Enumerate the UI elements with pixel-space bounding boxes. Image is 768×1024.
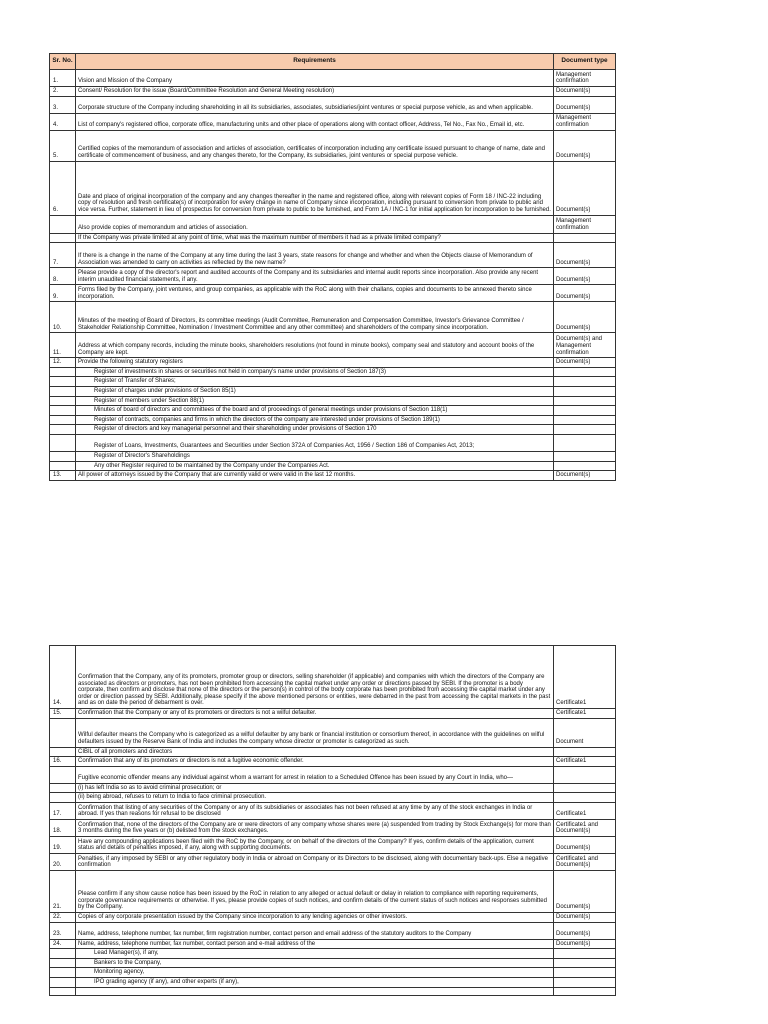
sr-no-cell: 10. bbox=[50, 302, 76, 333]
requirement-cell: Lead Manager(s), if any, bbox=[76, 949, 554, 959]
sr-no-cell: 22. bbox=[50, 912, 76, 922]
requirement-cell: Register of Loans, Investments, Guarantees and Securities under Section 372A of Companies Act, 1956 / Section 186 of Companies Act, 2013; bbox=[76, 434, 554, 451]
table-row bbox=[50, 747, 616, 757]
sr-no-cell: 12. bbox=[50, 358, 76, 368]
sr-no-cell: 19. bbox=[50, 836, 76, 853]
requirement-cell: Corporate structure of the Company including shareholding in all its subsidiaries, associates, subsidiaries/joint ventures or special purpose vehicle, as and when applicable. bbox=[76, 96, 554, 113]
document-type-cell bbox=[554, 461, 616, 471]
sr-no-header: Sr. No. bbox=[50, 54, 76, 70]
sr-no-cell bbox=[50, 406, 76, 416]
document-type-cell bbox=[554, 451, 616, 461]
document-type-cell bbox=[554, 977, 616, 987]
sr-no-cell: 24. bbox=[50, 939, 76, 949]
table-row bbox=[50, 425, 616, 435]
document-type-header: Document type bbox=[554, 54, 616, 70]
sr-no-cell bbox=[50, 987, 76, 995]
requirement-cell: Name, address, telephone number, fax number, firm registration number, contact person and email address of the statutory auditors to the Company bbox=[76, 922, 554, 939]
sr-no-cell bbox=[50, 461, 76, 471]
requirement-cell: Register of Transfer of Shares; bbox=[76, 377, 554, 387]
requirement-cell: (ii) being abroad, refuses to return to India to face criminal prosecution. bbox=[76, 793, 554, 803]
sr-no-cell: 6. bbox=[50, 161, 76, 215]
document-type-cell: Certificate1 bbox=[554, 802, 616, 819]
document-type-cell: Management confirmation bbox=[554, 215, 616, 233]
table-row bbox=[50, 386, 616, 396]
requirement-cell: Confirmation that listing of any securities of the Company or any of its subsidiaries or associates has not been refused at any time by any of the stock exchanges in India or abroad. If yes than reasons for refusal to be disclosed bbox=[76, 802, 554, 819]
table-1-body bbox=[50, 70, 616, 481]
requirement-cell: Minutes of board of directors and committees of the board and of proceedings of general meetings under provisions of Section 118(1) bbox=[76, 406, 554, 416]
requirement-cell bbox=[76, 987, 554, 995]
document-type-cell: Certificate1 bbox=[554, 757, 616, 767]
requirement-cell: List of company's registered office, corporate office, manufacturing units and other place of operations along with contact officer, Address, Tel No., Fax No., Email id, etc. bbox=[76, 113, 554, 130]
table-row bbox=[50, 434, 616, 451]
sr-no-cell: 16. bbox=[50, 757, 76, 767]
sr-no-cell: 23. bbox=[50, 922, 76, 939]
document-type-cell: Document(s) bbox=[554, 358, 616, 368]
sr-no-cell: 18. bbox=[50, 819, 76, 836]
document-type-cell: Document(s) bbox=[554, 471, 616, 481]
table-row bbox=[50, 461, 616, 471]
sr-no-cell bbox=[50, 233, 76, 243]
table-row bbox=[50, 853, 616, 870]
document-type-cell: Document(s) bbox=[554, 912, 616, 922]
sr-no-cell: 2. bbox=[50, 87, 76, 97]
requirement-cell: Confirmation that the Company or any of its promoters or directors is not a wilful defaulter. bbox=[76, 709, 554, 719]
requirement-cell: Also provide copies of memorandum and articles of association. bbox=[76, 215, 554, 233]
sr-no-cell: 14. bbox=[50, 646, 76, 709]
document-type-cell bbox=[554, 958, 616, 968]
requirement-cell: Penalties, if any imposed by SEBI or any other regulatory body in India or abroad on Company or its Directors to be disclosed, along with documentary back-ups. Else a negative confirmation bbox=[76, 853, 554, 870]
document-type-cell bbox=[554, 434, 616, 451]
document-type-cell bbox=[554, 396, 616, 406]
requirement-cell: Address at which company records, including the minute books, shareholders resolutions (not found in minute books), company seal and statutory and account books of the Company are kept. bbox=[76, 333, 554, 358]
document-type-cell: Management confirmation bbox=[554, 113, 616, 130]
document-type-cell: Document(s) bbox=[554, 130, 616, 161]
requirement-cell: Please confirm if any show cause notice has been issued by the RoC in relation to any alleged or actual default or delay in relation to compliance with reporting requirements, corporate governance requirements or otherwise. If yes, please provide copies of such notices, and confirm details of the current status of such notices and responses submitted by the Company. bbox=[76, 870, 554, 912]
requirements-header: Requirements bbox=[76, 54, 554, 70]
requirement-cell: Bankers to the Company, bbox=[76, 958, 554, 968]
table-row bbox=[50, 96, 616, 113]
sr-no-cell bbox=[50, 386, 76, 396]
sr-no-cell bbox=[50, 793, 76, 803]
document-type-cell: Certificate1 and Document(s) bbox=[554, 853, 616, 870]
sr-no-cell bbox=[50, 766, 76, 783]
document-type-cell bbox=[554, 783, 616, 793]
sr-no-cell bbox=[50, 367, 76, 377]
requirement-cell: IPO grading agency (if any), and other experts (if any), bbox=[76, 977, 554, 987]
document-type-cell: Document(s) bbox=[554, 161, 616, 215]
sr-no-cell bbox=[50, 215, 76, 233]
sr-no-cell: 13. bbox=[50, 471, 76, 481]
sr-no-cell: 8. bbox=[50, 268, 76, 285]
document-type-cell bbox=[554, 793, 616, 803]
document-type-cell: Management confirmation bbox=[554, 70, 616, 87]
requirement-cell: Minutes of the meeting of Board of Directors, its committee meetings (Audit Committee, Remuneration and Compensation Committee, Investor's Grievance Committee / Stakeholder Relationship Committee, Nomination / Investment Committee and any other committee) and shareholders of the company since incorporation. bbox=[76, 302, 554, 333]
table-row bbox=[50, 939, 616, 949]
requirement-cell: (i) has left India so as to avoid criminal prosecution; or bbox=[76, 783, 554, 793]
table-row bbox=[50, 161, 616, 215]
table-row bbox=[50, 70, 616, 87]
document-type-cell bbox=[554, 406, 616, 416]
requirements-table-2 bbox=[49, 645, 616, 996]
table-row bbox=[50, 958, 616, 968]
sr-no-cell bbox=[50, 425, 76, 435]
document-type-cell: Document(s) bbox=[554, 268, 616, 285]
requirement-cell: Wilful defaulter means the Company who is categorized as a wilful defaulter by any bank or financial institution or consortium thereof, in accordance with the guidelines on wilful defaulters issued by the Reserve Bank of India and includes the company whose director or promoter is categorized as such. bbox=[76, 718, 554, 747]
requirement-cell: Provide the following statutory registers bbox=[76, 358, 554, 368]
table-row bbox=[50, 396, 616, 406]
table-row bbox=[50, 406, 616, 416]
requirement-cell: Consent/ Resolution for the issue (Board/Committee Resolution and General Meeting resolution) bbox=[76, 87, 554, 97]
requirement-cell: Date and place of original incorporation of the company and any changes thereafter in the name and registered office, along with relevant copies of Form 18 / INC-22 including copy of resolution and fresh certificate(s) of incorporation for every change in name of Company since incorporation, including pursuant to conversion from private to public and vice versa. Further, statement in lieu of prospectus for conversion from private to public to be furnished, and Form 1A / INC-1 for initial application for incorporation to be furnished. bbox=[76, 161, 554, 215]
requirement-cell: Fugitive economic offender means any individual against whom a warrant for arrest in relation to a Scheduled Offence has been issued by any Court in India, who— bbox=[76, 766, 554, 783]
table-row bbox=[50, 415, 616, 425]
document-type-cell: Document(s) bbox=[554, 939, 616, 949]
table-row bbox=[50, 870, 616, 912]
requirement-cell: Register of investments in shares or securities not held in company's name under provisions of Section 187(3) bbox=[76, 367, 554, 377]
table-row bbox=[50, 968, 616, 978]
sr-no-cell: 5. bbox=[50, 130, 76, 161]
sr-no-cell: 7. bbox=[50, 243, 76, 268]
table-row bbox=[50, 766, 616, 783]
sr-no-cell: 17. bbox=[50, 802, 76, 819]
document-type-cell: Certificate1 and Document(s) bbox=[554, 819, 616, 836]
document-type-cell bbox=[554, 766, 616, 783]
table-row bbox=[50, 285, 616, 302]
sr-no-cell bbox=[50, 377, 76, 387]
document-type-cell: Document(s) bbox=[554, 87, 616, 97]
requirement-cell: Register of members under Section 88(1) bbox=[76, 396, 554, 406]
document-type-cell: Document(s) bbox=[554, 285, 616, 302]
table-row bbox=[50, 949, 616, 959]
table-row bbox=[50, 113, 616, 130]
requirement-cell: Certified copies of the memorandum of association and articles of association, certificates of incorporation including any certificate issued pursuant to change of name, date and certificate of commencement of business, and any changes thereto, for the Company, its subsidiaries, joint ventures or special purpose vehicle. bbox=[76, 130, 554, 161]
requirement-cell: Register of charges under provisions of Section 85(1) bbox=[76, 386, 554, 396]
sr-no-cell: 11. bbox=[50, 333, 76, 358]
document-type-cell: Document(s) bbox=[554, 922, 616, 939]
requirement-cell: If there is a change in the name of the Company at any time during the last 3 years, state reasons for change and whether and when the Objects clause of Memorandum of Association was amended to carry on activities as reflected by the new name? bbox=[76, 243, 554, 268]
document-type-cell bbox=[554, 386, 616, 396]
table-row bbox=[50, 757, 616, 767]
requirement-cell: Copies of any corporate presentation issued by the Company since incorporation to any lending agencies or other investors. bbox=[76, 912, 554, 922]
table-header-row bbox=[50, 54, 616, 70]
table-row bbox=[50, 718, 616, 747]
document-type-cell: Document bbox=[554, 718, 616, 747]
table-row bbox=[50, 302, 616, 333]
document-type-cell bbox=[554, 415, 616, 425]
document-type-cell bbox=[554, 425, 616, 435]
document-type-cell bbox=[554, 949, 616, 959]
requirement-cell: Monitoring agency, bbox=[76, 968, 554, 978]
table-row bbox=[50, 87, 616, 97]
table-row bbox=[50, 987, 616, 995]
sr-no-cell: 1. bbox=[50, 70, 76, 87]
sr-no-cell bbox=[50, 968, 76, 978]
table-row bbox=[50, 783, 616, 793]
table-row bbox=[50, 130, 616, 161]
document-type-cell: Certificate1 bbox=[554, 709, 616, 719]
requirement-cell: Confirmation that the Company, any of its promoters, promoter group or directors, selling shareholder (if applicable) and companies with which the directors of the Company are associated as directors or promoters, has not been prohibited from accessing the capital market under any order or directions passed by SEBI. If the promoter is a body corporate, then confirm and disclose that none of the directors or the person(s) in control of the body corporate has been prohibited from accessing the capital market under any order or direction passed by SEBI. Additionally, please specify if the above mentioned persons or entities, were debarred in the past from accessing the capital markets in the past and as on date the period of debarment is over. bbox=[76, 646, 554, 709]
sr-no-cell bbox=[50, 396, 76, 406]
table-row bbox=[50, 709, 616, 719]
table-row bbox=[50, 268, 616, 285]
requirement-cell: Forms filed by the Company, joint ventures, and group companies, as applicable with the RoC along with their challans, copies and documents to be annexed thereto since incorporation. bbox=[76, 285, 554, 302]
sr-no-cell: 21. bbox=[50, 870, 76, 912]
document-type-cell: Document(s) bbox=[554, 870, 616, 912]
table-row bbox=[50, 802, 616, 819]
requirement-cell: Register of Director's Shareholdings bbox=[76, 451, 554, 461]
document-type-cell bbox=[554, 968, 616, 978]
document-type-cell: Certificate1 bbox=[554, 646, 616, 709]
table-row bbox=[50, 793, 616, 803]
table-row bbox=[50, 377, 616, 387]
requirement-cell: If the Company was private limited at any point of time, what was the maximum number of members it had as a private limited company? bbox=[76, 233, 554, 243]
sr-no-cell bbox=[50, 415, 76, 425]
table-row bbox=[50, 912, 616, 922]
table-row bbox=[50, 451, 616, 461]
document-type-cell: Document(s) bbox=[554, 302, 616, 333]
table-row bbox=[50, 243, 616, 268]
document-type-cell bbox=[554, 747, 616, 757]
sr-no-cell: 3. bbox=[50, 96, 76, 113]
sr-no-cell bbox=[50, 949, 76, 959]
document-type-cell bbox=[554, 233, 616, 243]
table-row bbox=[50, 333, 616, 358]
requirement-cell: Confirmation that any of its promoters or directors is not a fugitive economic offender. bbox=[76, 757, 554, 767]
sr-no-cell: 9. bbox=[50, 285, 76, 302]
table-row bbox=[50, 922, 616, 939]
sr-no-cell bbox=[50, 451, 76, 461]
sr-no-cell bbox=[50, 783, 76, 793]
table-row bbox=[50, 646, 616, 709]
table-row bbox=[50, 358, 616, 368]
sr-no-cell: 20. bbox=[50, 853, 76, 870]
table-row bbox=[50, 977, 616, 987]
requirement-cell: Please provide a copy of the director's report and audited accounts of the Company and its subsidiaries and internal audit reports since incorporation. Also provide any recent interim unaudited financial statements, if any. bbox=[76, 268, 554, 285]
sr-no-cell bbox=[50, 747, 76, 757]
document-type-cell bbox=[554, 987, 616, 995]
sr-no-cell: 4. bbox=[50, 113, 76, 130]
requirement-cell: Have any compounding applications been filed with the RoC by the Company, or on behalf of the directors of the Company? If yes, confirm details of the application, current status and details of penalties imposed, if any, along with supporting documents. bbox=[76, 836, 554, 853]
table-2-body bbox=[50, 646, 616, 996]
requirement-cell: Register of directors and key managerial personnel and their shareholding under provisions of Section 170 bbox=[76, 425, 554, 435]
sr-no-cell: 15. bbox=[50, 709, 76, 719]
document-type-cell: Document(s) bbox=[554, 836, 616, 853]
document-type-cell: Document(s) bbox=[554, 96, 616, 113]
table-row bbox=[50, 819, 616, 836]
document-type-cell: Document(s) and Management confirmation bbox=[554, 333, 616, 358]
table-row bbox=[50, 233, 616, 243]
requirement-cell: Name, address, telephone number, fax number, contact person and e-mail address of the bbox=[76, 939, 554, 949]
requirement-cell: Any other Register required to be maintained by the Company under the Companies Act. bbox=[76, 461, 554, 471]
sr-no-cell bbox=[50, 958, 76, 968]
sr-no-cell bbox=[50, 718, 76, 747]
requirement-cell: Register of contracts, companies and firms in which the directors of the company are interested under provisions of Section 189(1) bbox=[76, 415, 554, 425]
requirement-cell: Confirmation that, none of the directors of the Company are or were directors of any company whose shares were (a) suspended from trading by Stock Exchange(s) for more than 3 months during the five years or (b) delisted from the stock exchanges. bbox=[76, 819, 554, 836]
table-row bbox=[50, 471, 616, 481]
requirement-cell: All power of attorneys issued by the Company that are currently valid or were valid in the last 12 months. bbox=[76, 471, 554, 481]
requirement-cell: CIBIL of all promoters and directors bbox=[76, 747, 554, 757]
document-type-cell bbox=[554, 367, 616, 377]
requirements-table-1 bbox=[49, 53, 616, 481]
table-row bbox=[50, 215, 616, 233]
sr-no-cell bbox=[50, 434, 76, 451]
document-type-cell: Document(s) bbox=[554, 243, 616, 268]
table-row bbox=[50, 367, 616, 377]
table-row bbox=[50, 836, 616, 853]
requirement-cell: Vision and Mission of the Company bbox=[76, 70, 554, 87]
sr-no-cell bbox=[50, 977, 76, 987]
document-type-cell bbox=[554, 377, 616, 387]
